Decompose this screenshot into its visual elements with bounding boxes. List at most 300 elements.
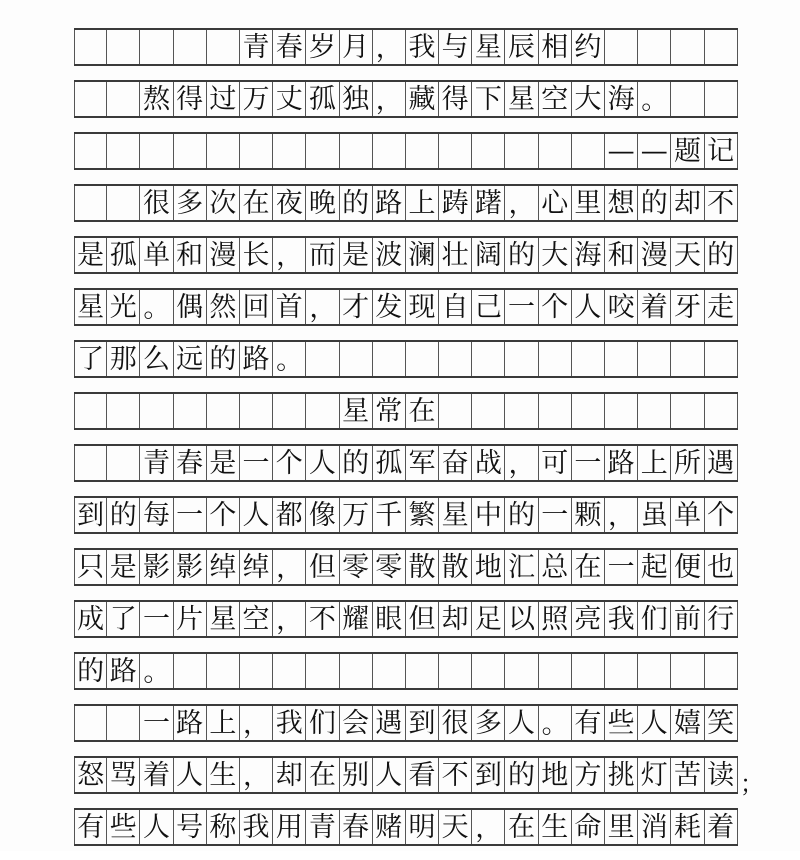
grid-cell (107, 758, 140, 792)
grid-cell (539, 602, 572, 636)
grid-cell (107, 446, 140, 480)
grid-row (74, 132, 738, 170)
grid-cell (240, 550, 273, 584)
grid-char: 有 (574, 707, 602, 739)
grid-char: 过 (209, 83, 237, 115)
grid-cell (207, 498, 240, 532)
grid-char: 人 (308, 447, 336, 479)
grid-cell (605, 134, 638, 168)
grid-char: 们 (640, 603, 668, 635)
grid-cell (572, 394, 605, 428)
grid-cell (107, 238, 140, 272)
grid-char: 约 (574, 31, 602, 63)
grid-cell (406, 602, 439, 636)
grid-cell (539, 342, 572, 376)
grid-char: 得 (441, 83, 469, 115)
grid-char: 遇 (375, 707, 403, 739)
grid-cell (174, 238, 207, 272)
grid-char: 的 (508, 499, 536, 531)
grid-char: 星 (209, 603, 237, 635)
grid-cell (373, 134, 406, 168)
grid-cell (605, 342, 638, 376)
grid-char: 一 (574, 447, 602, 479)
grid-cell (174, 82, 207, 116)
grid-cell (174, 706, 207, 740)
grid-cell (273, 186, 306, 220)
grid-cell (107, 810, 140, 844)
grid-char: 而 (308, 239, 336, 271)
grid-cell (671, 758, 704, 792)
grid-char: 影 (142, 551, 170, 583)
grid-char: 空 (242, 603, 270, 635)
grid-row (74, 704, 738, 742)
grid-char: 笑 (707, 707, 735, 739)
grid-cell (207, 810, 240, 844)
grid-char: 阔 (474, 239, 502, 271)
grid-row (74, 80, 738, 118)
grid-cell (638, 238, 671, 272)
grid-char: 上 (209, 707, 237, 739)
grid-char: 晚 (308, 187, 336, 219)
grid-cell (107, 654, 140, 688)
grid-cell (340, 810, 373, 844)
grid-char: 月 (342, 31, 370, 63)
grid-char: 的 (342, 187, 370, 219)
grid-cell (174, 134, 207, 168)
grid-cell (539, 82, 572, 116)
grid-cell (306, 134, 339, 168)
grid-char: 亮 (574, 603, 602, 635)
grid-char: 影 (176, 551, 204, 583)
grid-char: ， (242, 761, 270, 792)
grid-char: 光 (109, 291, 137, 323)
grid-cell (572, 602, 605, 636)
grid-cell (472, 446, 505, 480)
grid-cell (406, 134, 439, 168)
grid-char: 躇 (474, 187, 502, 219)
grid-char: 却 (275, 759, 303, 791)
grid-cell (539, 550, 572, 584)
grid-char: 星 (508, 83, 536, 115)
grid-cell (705, 186, 738, 220)
grid-cell (240, 290, 273, 324)
grid-cell (240, 394, 273, 428)
grid-cell (174, 186, 207, 220)
grid-cell (671, 446, 704, 480)
grid-cell (207, 186, 240, 220)
grid-cell (306, 706, 339, 740)
grid-cell (74, 602, 107, 636)
grid-char: 可 (541, 447, 569, 479)
grid-char: 别 (342, 759, 370, 791)
grid-cell (638, 810, 671, 844)
grid-cell (240, 30, 273, 64)
grid-char: 走 (707, 291, 735, 323)
grid-cell (705, 394, 738, 428)
grid-char: 牙 (673, 291, 701, 323)
grid-char: 孤 (375, 447, 403, 479)
grid-char: 丈 (275, 83, 303, 115)
grid-char: 的 (109, 499, 137, 531)
grid-cell (107, 394, 140, 428)
grid-cell (273, 654, 306, 688)
grid-char: 些 (109, 811, 137, 843)
grid-char: 很 (142, 187, 170, 219)
grid-char: 一 (607, 551, 635, 583)
grid-char: 夜 (275, 187, 303, 219)
grid-cell (340, 394, 373, 428)
grid-cell (671, 290, 704, 324)
grid-cell (472, 602, 505, 636)
grid-cell (406, 342, 439, 376)
grid-cell (638, 446, 671, 480)
grid-cell (240, 654, 273, 688)
grid-row (74, 756, 764, 798)
grid-cell (472, 30, 505, 64)
grid-char: 春 (342, 811, 370, 843)
grid-char: 次 (209, 187, 237, 219)
grid-char: 在 (242, 187, 270, 219)
grid-cell (539, 446, 572, 480)
grid-char: 不 (308, 603, 336, 635)
grid-cell (671, 550, 704, 584)
grid-cell (74, 810, 107, 844)
grid-cell (439, 654, 472, 688)
grid-char: 万 (342, 499, 370, 531)
grid-cell (107, 30, 140, 64)
grid-char: 是 (342, 239, 370, 271)
grid-char: 不 (707, 187, 735, 219)
grid-char: 单 (673, 499, 701, 531)
grid-char: 岁 (308, 31, 336, 63)
grid-char: 到 (408, 707, 436, 739)
grid-char: 耀 (342, 603, 370, 635)
grid-cell (340, 706, 373, 740)
grid-cell (638, 342, 671, 376)
grid-char: 便 (673, 551, 701, 583)
grid-char: 独 (342, 83, 370, 115)
grid-cell (705, 30, 738, 64)
grid-cell (74, 446, 107, 480)
grid-char: 绰 (209, 551, 237, 583)
grid-cell (638, 134, 671, 168)
grid-cell (340, 498, 373, 532)
grid-cell (74, 30, 107, 64)
grid-char: 大 (574, 83, 602, 115)
grid-cell (273, 82, 306, 116)
grid-row (74, 184, 738, 222)
grid-cell (207, 550, 240, 584)
grid-cell (406, 446, 439, 480)
grid-char: 着 (640, 291, 668, 323)
grid-cell (472, 810, 505, 844)
grid-cell (539, 394, 572, 428)
grid-cell (605, 602, 638, 636)
grid-cell (140, 30, 173, 64)
grid-cell (572, 238, 605, 272)
grid-char: 得 (176, 83, 204, 115)
grid-cell (240, 706, 273, 740)
grid-char: 足 (474, 603, 502, 635)
grid-cell (638, 82, 671, 116)
grid-cell (572, 342, 605, 376)
grid-cell (605, 758, 638, 792)
grid-cell (306, 498, 339, 532)
grid-cell (671, 706, 704, 740)
grid-row (74, 444, 738, 482)
grid-char: 人 (375, 759, 403, 791)
grid-cell (439, 550, 472, 584)
grid-cell (74, 394, 107, 428)
grid-char: 咬 (607, 291, 635, 323)
grid-char: 春 (275, 31, 303, 63)
grid-cell (306, 758, 339, 792)
grid-char: 辰 (508, 31, 536, 63)
grid-cell (107, 134, 140, 168)
grid-cell (671, 82, 704, 116)
grid-char: 着 (142, 759, 170, 791)
grid-char: 。 (276, 345, 304, 376)
grid-cell (306, 30, 339, 64)
grid-char: 题 (673, 135, 701, 167)
grid-char: 一 (142, 603, 170, 635)
grid-char: ， (508, 449, 536, 480)
grid-cell (273, 706, 306, 740)
grid-cell (74, 758, 107, 792)
grid-cell (439, 602, 472, 636)
grid-char: 上 (408, 187, 436, 219)
grid-cell (140, 186, 173, 220)
grid-char: 用 (275, 811, 303, 843)
grid-char: 消 (640, 811, 668, 843)
grid-char: 些 (607, 707, 635, 739)
grid-char: 耗 (673, 811, 701, 843)
grid-cell (306, 654, 339, 688)
grid-row (74, 236, 738, 274)
grid-cell (240, 238, 273, 272)
grid-char: 所 (673, 447, 701, 479)
grid-cell (671, 134, 704, 168)
grid-char: 大 (541, 239, 569, 271)
grid-cell (273, 394, 306, 428)
grid-cell (340, 238, 373, 272)
grid-char: 的 (707, 239, 735, 271)
grid-cell (638, 394, 671, 428)
grid-cell (74, 654, 107, 688)
grid-cell (539, 810, 572, 844)
grid-char: ， (508, 189, 536, 220)
grid-cell (306, 602, 339, 636)
grid-cell (174, 446, 207, 480)
grid-char: 是 (109, 551, 137, 583)
grid-cell (572, 550, 605, 584)
grid-cell (406, 706, 439, 740)
grid-char: 生 (541, 811, 569, 843)
grid-cell (207, 394, 240, 428)
grid-cell (638, 290, 671, 324)
grid-cell (472, 706, 505, 740)
grid-char: 。 (143, 293, 171, 324)
grid-char: 首 (275, 291, 303, 323)
grid-cell (505, 446, 538, 480)
grid-char: 里 (607, 811, 635, 843)
grid-char: 眼 (375, 603, 403, 635)
grid-cell (439, 30, 472, 64)
grid-cell (705, 810, 738, 844)
grid-cell (671, 394, 704, 428)
grid-cell (373, 706, 406, 740)
grid-char: 也 (707, 551, 735, 583)
grid-cell (439, 290, 472, 324)
grid-cell (340, 758, 373, 792)
grid-char: 是 (209, 447, 237, 479)
grid-cell (406, 238, 439, 272)
grid-cell (340, 550, 373, 584)
grid-char: 春 (176, 447, 204, 479)
grid-cell (439, 758, 472, 792)
grid-cell (439, 82, 472, 116)
grid-cell (174, 342, 207, 376)
grid-char: 着 (707, 811, 735, 843)
grid-cell (539, 290, 572, 324)
grid-cell (406, 394, 439, 428)
grid-char: 记 (707, 135, 735, 167)
grid-cell (505, 550, 538, 584)
grid-char: 人 (574, 291, 602, 323)
grid-cell (207, 134, 240, 168)
grid-cell (74, 290, 107, 324)
grid-cell (140, 758, 173, 792)
grid-row (74, 600, 738, 638)
grid-cell (505, 654, 538, 688)
grid-char: 波 (375, 239, 403, 271)
grid-cell (705, 82, 738, 116)
grid-char: 都 (275, 499, 303, 531)
grid-cell (373, 186, 406, 220)
grid-cell (107, 706, 140, 740)
grid-char: 一 (142, 707, 170, 739)
grid-char: 颗 (574, 499, 602, 531)
grid-cell (340, 654, 373, 688)
grid-char: 那 (109, 343, 137, 375)
grid-char: ， (375, 85, 403, 116)
grid-char: 青 (242, 31, 270, 63)
grid-cell (273, 758, 306, 792)
grid-char: 熬 (142, 83, 170, 115)
grid-char: 很 (441, 707, 469, 739)
grid-char: 人 (142, 811, 170, 843)
grid-cell (306, 394, 339, 428)
grid-cell (373, 446, 406, 480)
grid-char: 人 (242, 499, 270, 531)
grid-char: 散 (408, 551, 436, 583)
grid-char: 路 (109, 655, 137, 687)
grid-char: 人 (640, 707, 668, 739)
grid-cell (439, 446, 472, 480)
grid-cell (174, 498, 207, 532)
grid-char: 像 (308, 499, 336, 531)
grid-char: ， (375, 33, 403, 64)
grid-char: 下 (474, 83, 502, 115)
grid-char: 人 (176, 759, 204, 791)
grid-char: 。 (143, 657, 171, 688)
grid-cell (140, 810, 173, 844)
grid-cell (207, 706, 240, 740)
grid-cell (539, 238, 572, 272)
grid-char: 在 (508, 811, 536, 843)
grid-char: 发 (375, 291, 403, 323)
grid-cell (671, 342, 704, 376)
grid-char: 现 (408, 291, 436, 323)
grid-char: 才 (342, 291, 370, 323)
grid-char: 长 (242, 239, 270, 271)
grid-char: 照 (541, 603, 569, 635)
grid-char: 在 (574, 551, 602, 583)
grid-char: 却 (673, 187, 701, 219)
grid-cell (373, 238, 406, 272)
grid-cell (373, 758, 406, 792)
grid-cell (505, 134, 538, 168)
grid-char: 是 (77, 239, 105, 271)
grid-cell (273, 810, 306, 844)
grid-char: 和 (607, 239, 635, 271)
grid-char: 称 (209, 811, 237, 843)
grid-cell (705, 706, 738, 740)
grid-cell (74, 342, 107, 376)
grid-row (74, 496, 738, 534)
grid-char: 成 (77, 603, 105, 635)
grid-char: 踌 (441, 187, 469, 219)
grid-cell (340, 134, 373, 168)
grid-cell (605, 394, 638, 428)
grid-cell (671, 654, 704, 688)
grid-char: 汇 (508, 551, 536, 583)
grid-char: 么 (142, 343, 170, 375)
grid-char: ， (276, 605, 304, 636)
grid-cell (505, 394, 538, 428)
grid-cell (140, 446, 173, 480)
grid-cell (605, 706, 638, 740)
grid-char: 明 (408, 811, 436, 843)
grid-char: 孤 (308, 83, 336, 115)
grid-cell (472, 758, 505, 792)
grid-char: 我 (242, 811, 270, 843)
grid-cell (174, 654, 207, 688)
grid-char: 中 (474, 499, 502, 531)
grid-cell (140, 238, 173, 272)
grid-char: 偶 (176, 291, 204, 323)
grid-char: 单 (142, 239, 170, 271)
grid-cell (273, 134, 306, 168)
grid-char: 天 (673, 239, 701, 271)
grid-cell (671, 498, 704, 532)
grid-cell (539, 30, 572, 64)
grid-cell (439, 342, 472, 376)
grid-cell (373, 654, 406, 688)
grid-cell (439, 498, 472, 532)
grid-cell (207, 290, 240, 324)
grid-cell (705, 498, 738, 532)
grid-cell (539, 498, 572, 532)
grid-cell (306, 238, 339, 272)
grid-char: 的 (77, 655, 105, 687)
grid-cell (107, 498, 140, 532)
grid-char: 赌 (375, 811, 403, 843)
grid-char: 我 (275, 707, 303, 739)
grid-char: 我 (607, 603, 635, 635)
grid-cell (572, 290, 605, 324)
grid-char: 总 (541, 551, 569, 583)
